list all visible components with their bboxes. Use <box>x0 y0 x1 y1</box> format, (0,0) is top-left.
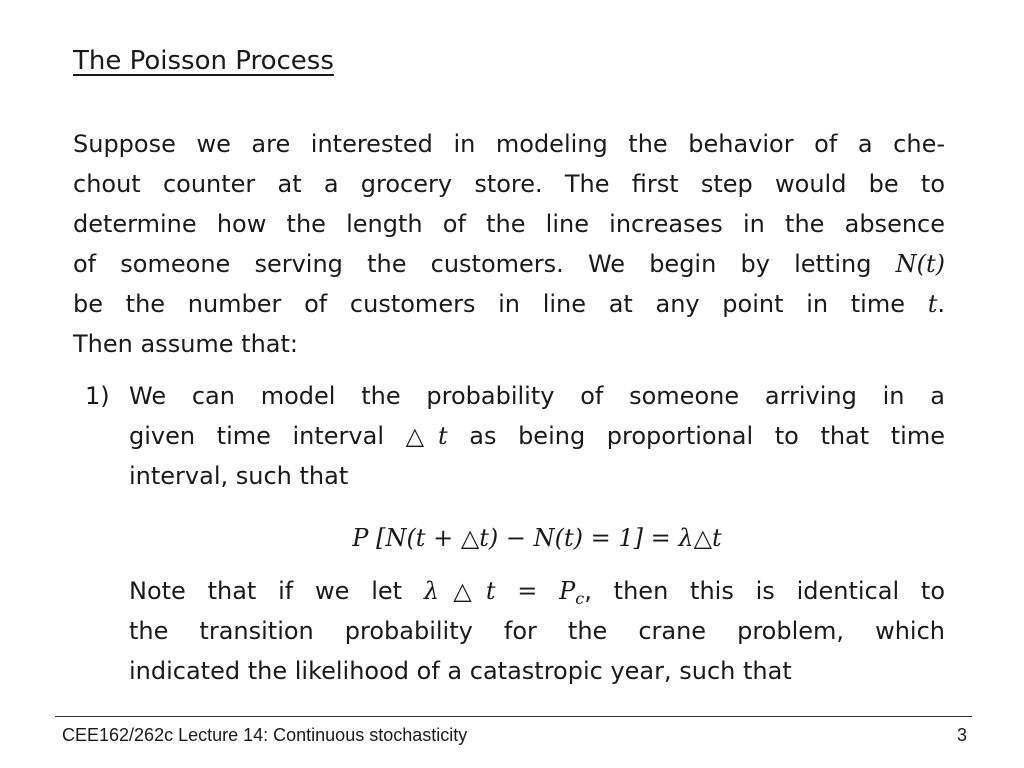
item-line: We can model the probability of someone arriving in a <box>129 382 945 410</box>
footer-lecture-title: CEE162/262c Lecture 14: Continuous stochasticity <box>62 725 468 745</box>
note-line: the transition probability for the crane problem, which <box>129 617 945 645</box>
intro-line: Suppose we are interested in modeling the behavior of a che- <box>73 130 945 158</box>
math-delta-t: △t <box>405 422 448 450</box>
note-paragraph <box>129 571 945 691</box>
note-line: indicated the likelihood of a catastropic year, such that <box>129 657 792 685</box>
intro-line: determine how the length of the line increases in the absence <box>73 210 945 238</box>
item-1-body <box>129 376 945 496</box>
note-line <box>129 571 945 611</box>
intro-line-text: of someone serving the customers. We begin by letting <box>73 250 872 278</box>
poisson-equation: P [N(t + △t) − N(t) = 1] = λ△t <box>352 524 722 552</box>
slide-title: The Poisson Process <box>73 46 334 76</box>
page-number: 3 <box>956 725 967 745</box>
item-line: interval, such that <box>129 462 349 490</box>
note-line-text: , then this is identical to <box>584 577 945 605</box>
intro-line-text: be the number of customers in line at any point in time <box>73 290 905 318</box>
math-n-of-t: N(t) <box>895 250 945 278</box>
math-subscript-c: c <box>575 589 585 608</box>
item-line-text: given time interval <box>129 422 384 450</box>
note-line-text: Note that if we let <box>129 577 403 605</box>
period: . <box>937 290 945 318</box>
intro-line: chout counter at a grocery store. The first step would be to <box>73 170 945 198</box>
item-line-text: as being proportional to that time <box>469 422 945 450</box>
intro-line <box>73 284 945 324</box>
footer-divider <box>55 716 972 717</box>
item-line <box>129 416 945 456</box>
intro-paragraph <box>73 124 945 364</box>
math-t: t <box>927 290 938 318</box>
intro-line: Then assume that: <box>73 330 298 358</box>
intro-line <box>73 244 945 284</box>
math-lambda-delta-t: λ△t = P <box>423 577 576 605</box>
item-number: 1) <box>85 382 110 410</box>
